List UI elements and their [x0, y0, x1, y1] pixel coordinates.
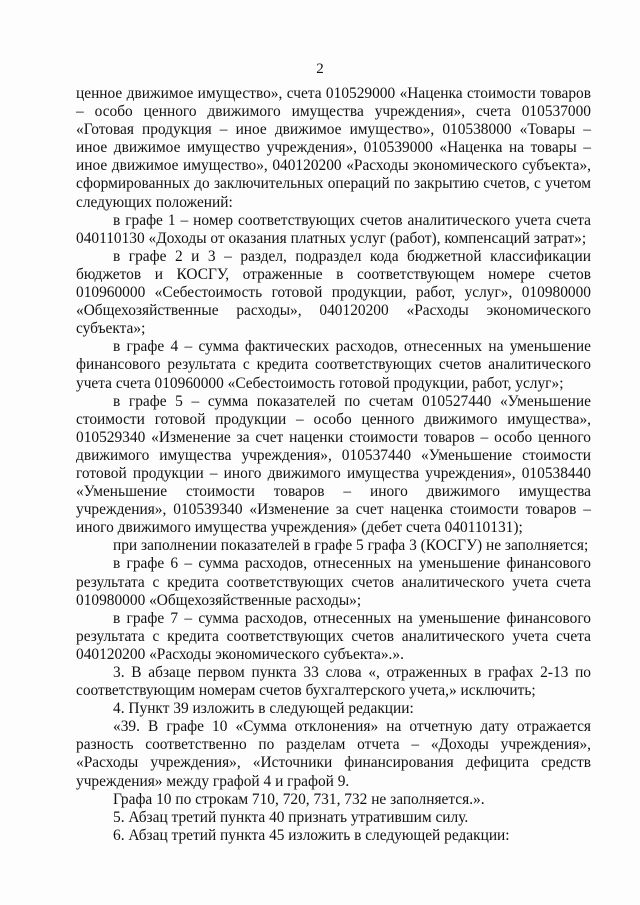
page-number: 2: [316, 61, 324, 77]
paragraph-column-7: в графе 7 – сумма расходов, отнесенных на уменьшение финансового результата с кредита соответствующих счетов аналитического учета счета 040120200 «Расходы экономического субъекта».».: [76, 609, 591, 663]
document-body: [76, 85, 591, 845]
paragraph-column-4: в графе 4 – сумма фактических расходов, отнесенных на уменьшение финансового результата с кредита соответствующих счетов аналитического учета счета 010960000 «Себестоимость готовой продукции, работ, услуг»;: [76, 338, 591, 392]
paragraph-item-3: 3. В абзаце первом пункта 33 слова «, отраженных в графах 2-13 по соответствующим номерам счетов бухгалтерского учета,» исключить;: [76, 664, 591, 700]
paragraph-column-1: в графе 1 – номер соответствующих счетов аналитического учета счета 040110130 «Доходы от оказания платных услуг (работ), компенсаций затрат»;: [76, 211, 591, 247]
paragraph-column-5: в графе 5 – сумма показателей по счетам 010527440 «Уменьшение стоимости готовой продукции – особо ценного движимого имущества», 010529340 «Изменение за счет наценки стоимости товаров – особо ценного движимого имущества учреждения», 010537440 «Уменьшение стоимости готовой продукции – иного движимого имущества учреждения», 010538440 «Уменьшение стоимости товаров – иного движимого имущества учреждения», 010539340 «Изменение за счет наценка стоимости товаров – иного движимого имущества учреждения» (дебет счета 040110131);: [76, 392, 591, 537]
paragraph-item-6: 6. Абзац третий пункта 45 изложить в следующей редакции:: [113, 826, 510, 844]
paragraph-column-10-note: Графа 10 по строкам 710, 720, 731, 732 не заполняется.».: [113, 790, 485, 808]
paragraph-item-4: 4. Пункт 39 изложить в следующей редакции:: [113, 700, 414, 718]
paragraph-continuation: ценное движимое имущество», счета 010529000 «Наценка стоимости товаров – особо ценного движимого имущества учреждения», счета 010537000 «Готовая продукция – иное движимое имущество», 010538000 «Товары – иное движимое имущество учреждения», 010539000 «Наценка на товары – иное движимое имущество», 040120200 «Расходы экономического субъекта», сформированных до заключительных операций по закрытию счетов, с учетом следующих положений:: [76, 85, 591, 211]
paragraph-item-5: 5. Абзац третий пункта 40 признать утратившим силу.: [113, 808, 469, 826]
paragraph-column-5-note: при заполнении показателей в графе 5 графа 3 (КОСГУ) не заполняется;: [113, 537, 589, 555]
paragraph-column-6: в графе 6 – сумма расходов, отнесенных на уменьшение финансового результата с кредита соответствующих счетов аналитического учета счета 010980000 «Общехозяйственные расходы»;: [76, 555, 591, 609]
paragraph-columns-2-3: в графе 2 и 3 – раздел, подраздел кода бюджетной классификации бюджетов и КОСГУ, отраженные в соответствующем номере счетов 010960000 «Себестоимость готовой продукции, работ, услуг», 010980000 «Общехозяйственные расходы», 040120200 «Расходы экономического субъекта»;: [76, 247, 591, 338]
paragraph-clause-39: «39. В графе 10 «Сумма отклонения» на отчетную дату отражается разность соответственно по разделам отчета – «Доходы учреждения», «Расходы учреждения», «Источники финансирования дефицита средств учреждения» между графой 4 и графой 9.: [76, 718, 591, 790]
